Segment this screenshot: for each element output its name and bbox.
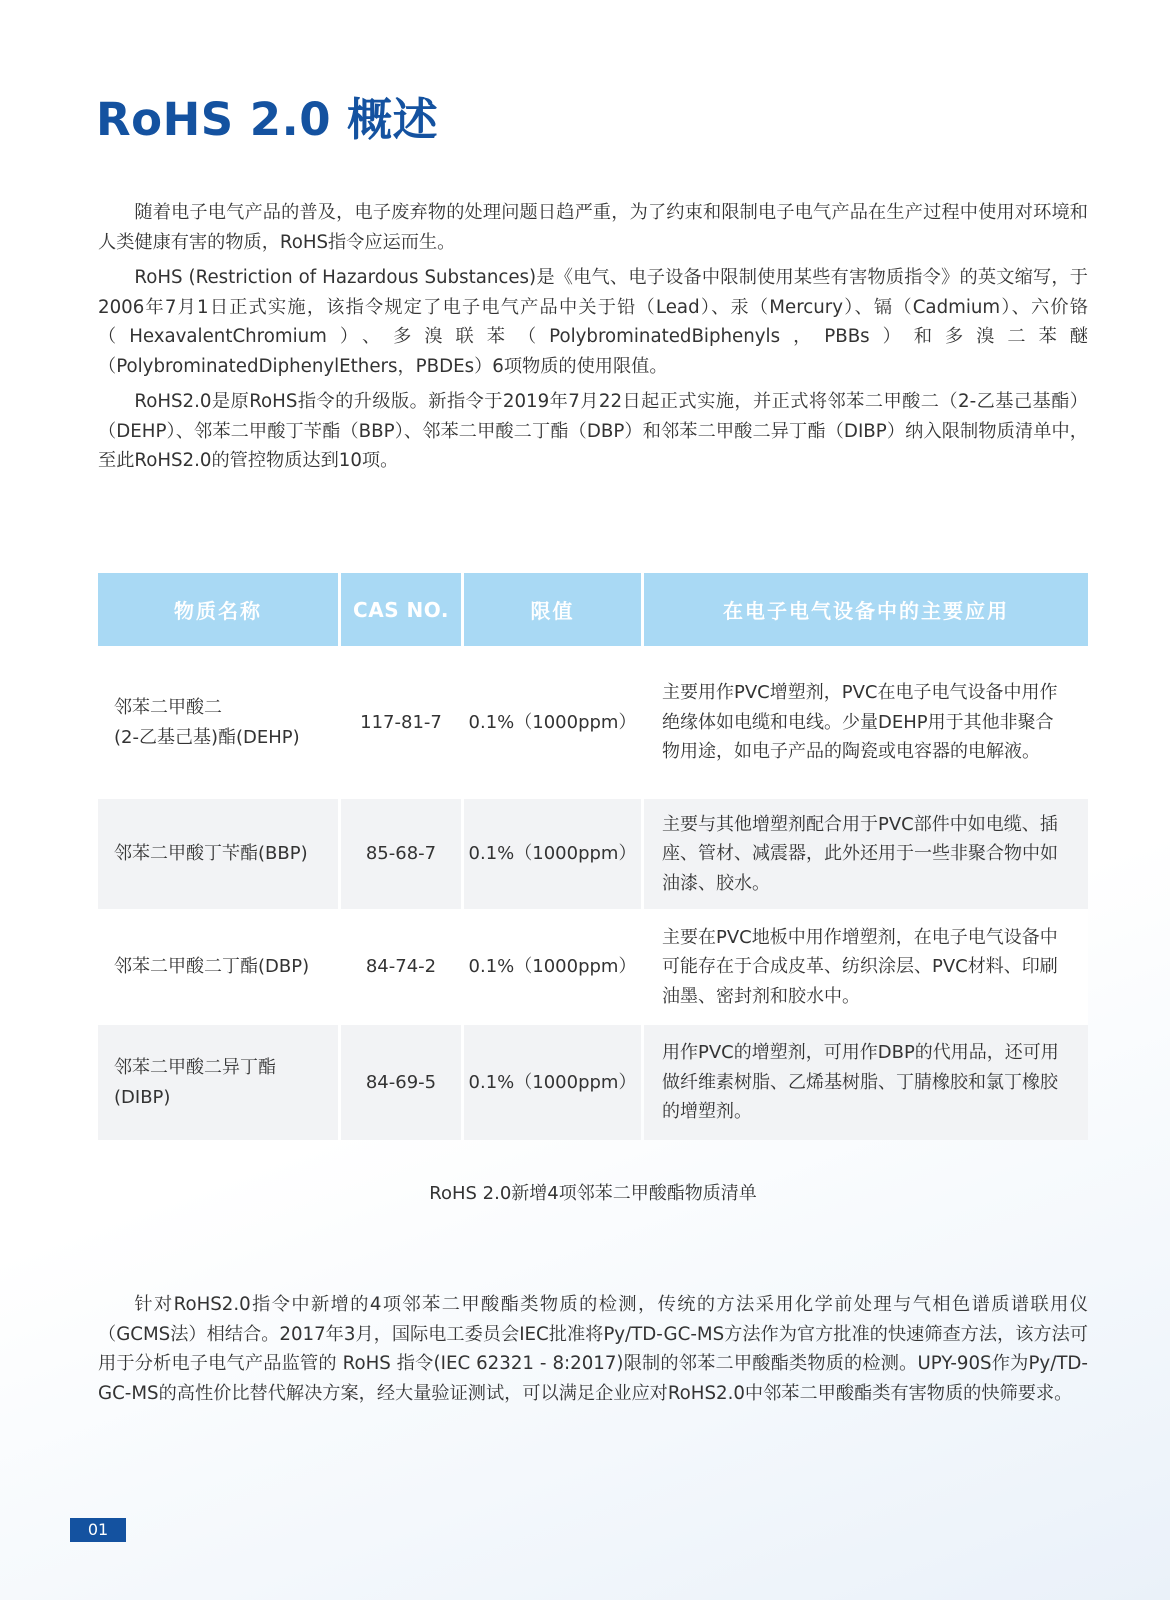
name-line-1: 邻苯二甲酸二异丁酯	[114, 1057, 276, 1078]
intro-paragraph-1: 随着电子电气产品的普及，电子废弃物的处理问题日趋严重，为了约束和限制电子电气产品在生产过程中使用对环境和人类健康有害的物质，RoHS指令应运而生。	[98, 202, 1088, 253]
cell-cas-no: 84-74-2	[341, 909, 461, 1025]
cell-limit: 0.1%（1000ppm）	[464, 1025, 641, 1140]
cell-application: 主要用作PVC增塑剂，PVC在电子电气设备中用作绝缘体如电缆和电线。少量DEHP用于其他非聚合物用途，如电子产品的陶瓷或电容器的电解液。	[644, 646, 1088, 799]
table-caption: RoHS 2.0新增4项邻苯二甲酸酯物质清单	[429, 1183, 757, 1204]
table-row	[98, 799, 1088, 909]
header-substance-name: 物质名称	[98, 573, 338, 646]
table-row	[98, 909, 1088, 1025]
table-row	[98, 1025, 1088, 1140]
cell-substance-name	[98, 646, 338, 799]
cell-limit: 0.1%（1000ppm）	[464, 909, 641, 1025]
cell-cas-no: 84-69-5	[341, 1025, 461, 1140]
outro-section	[98, 1290, 1088, 1414]
header-cas-no: CAS NO.	[341, 573, 461, 646]
name-line-2: (2-乙基己基)酯(DEHP)	[114, 726, 300, 748]
cell-limit: 0.1%（1000ppm）	[464, 646, 641, 799]
page-title: RoHS 2.0 概述	[96, 93, 439, 146]
table-row	[98, 646, 1088, 799]
cell-application: 用作PVC的增塑剂，可用作DBP的代用品，还可用做纤维素树脂、乙烯基树脂、丁腈橡胶和氯丁橡胶的增塑剂。	[644, 1025, 1088, 1140]
cell-substance-name: 邻苯二甲酸丁苄酯(BBP)	[98, 799, 338, 909]
cell-application: 主要与其他增塑剂配合用于PVC部件中如电缆、插座、管材、减震器，此外还用于一些非聚合物中如油漆、胶水。	[644, 799, 1088, 909]
name-line-1: 邻苯二甲酸二	[114, 697, 222, 718]
cell-application: 主要在PVC地板中用作增塑剂，在电子电气设备中可能存在于合成皮革、纺织涂层、PVC材料、印刷油墨、密封剂和胶水中。	[644, 909, 1088, 1025]
header-application: 在电子电气设备中的主要应用	[644, 573, 1088, 646]
intro-paragraph-3: RoHS2.0是原RoHS指令的升级版。新指令于2019年7月22日起正式实施，并正式将邻苯二甲酸二（2-乙基己基酯）（DEHP）、邻苯二甲酸丁苄酯（BBP）、邻苯二甲酸二丁酯（DBP）和邻苯二甲酸二异丁酯（DIBP）纳入限制物质清单中，至此RoHS2.0的管控物质达到10项。	[98, 391, 1088, 471]
substance-table	[95, 573, 1091, 1140]
table-header-row	[98, 573, 1088, 646]
name-line-2: (DIBP)	[114, 1086, 171, 1108]
intro-section	[98, 198, 1088, 482]
cell-limit: 0.1%（1000ppm）	[464, 799, 641, 909]
substance-table-container	[98, 573, 1088, 1140]
cell-cas-no: 85-68-7	[341, 799, 461, 909]
page-number-badge: 01	[70, 1518, 126, 1542]
header-limit: 限值	[464, 573, 641, 646]
cell-substance-name: 邻苯二甲酸二丁酯(DBP)	[98, 909, 338, 1025]
cell-cas-no: 117-81-7	[341, 646, 461, 799]
intro-paragraph-2: RoHS (Restriction of Hazardous Substances)是《电气、电子设备中限制使用某些有害物质指令》的英文缩写，于2006年7月1日正式实施，该指令规定了电子电气产品中关于铅（Lead）、汞（Mercury）、镉（Cadmium）、六价铬（HexavalentChromium）、多溴联苯（PolybrominatedBiphenyls，PBBs）和多溴二苯醚（PolybrominatedDiphenylEthers，PBDEs）6项物质的使用限值。	[98, 267, 1088, 377]
cell-substance-name	[98, 1025, 338, 1140]
outro-paragraph: 针对RoHS2.0指令中新增的4项邻苯二甲酸酯类物质的检测，传统的方法采用化学前处理与气相色谱质谱联用仪（GCMS法）相结合。2017年3月，国际电工委员会IEC批准将Py/TD-GC-MS方法作为官方批准的快速筛查方法，该方法可用于分析电子电气产品监管的 RoHS 指令(IEC 62321 - 8:2017)限制的邻苯二甲酸酯类物质的检测。UPY-90S作为Py/TD-GC-MS的高性价比替代解决方案，经大量验证测试，可以满足企业应对RoHS2.0中邻苯二甲酸酯类有害物质的快筛要求。	[98, 1294, 1088, 1404]
